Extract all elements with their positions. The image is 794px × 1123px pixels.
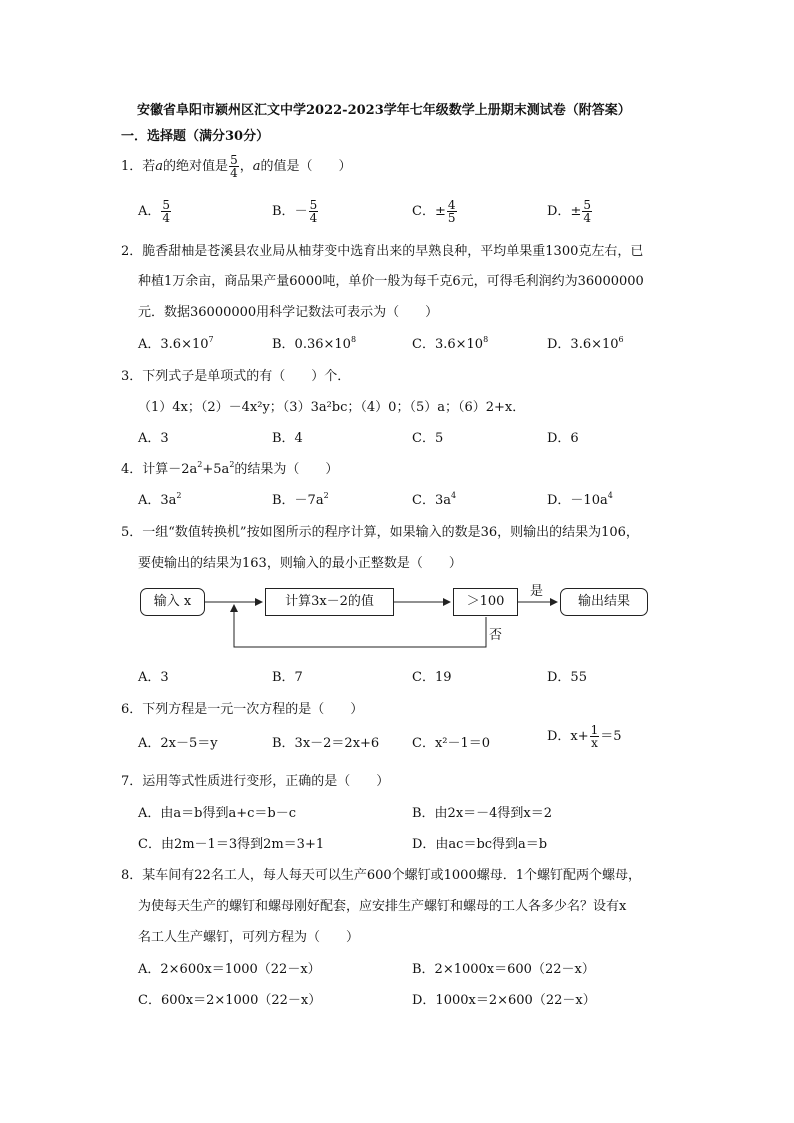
question-5-line-1: 5．一组“数值转换机”按如图所示的程序计算，如果输入的数是36，则输出的结果为106，: [121, 525, 639, 540]
question-1-stem: 1．若a的绝对值是 $\frac{5}{4}$ ，a的值是（ ）: [121, 153, 352, 180]
question-3-stem: 3．下列式子是单项式的有（ ）个．: [121, 369, 351, 384]
question-6-option-b[interactable]: B．3x－2＝2x+6: [272, 736, 380, 751]
question-5-option-c[interactable]: C．19: [412, 670, 452, 685]
question-8-line-3: 名工人生产螺钉，可列方程为（ ）: [138, 930, 360, 945]
question-8-option-d[interactable]: D．1000x＝2×600（22－x）: [412, 993, 596, 1008]
question-4-option-b[interactable]: B．$-7a^2$: [272, 491, 329, 508]
question-6-option-a[interactable]: A．2x－5＝y: [138, 736, 218, 751]
flow-yes-label: 是: [530, 584, 544, 599]
question-6-option-c[interactable]: C．x²－1＝0: [412, 736, 491, 751]
question-2-line-3: 元．数据36000000用科学记数法可表示为（ ）: [138, 305, 439, 320]
question-5-line-2: 要使输出的结果为163，则输入的最小正整数是（ ）: [138, 556, 462, 571]
flow-no-label: 否: [489, 628, 503, 643]
question-2-line-1: 2．脆香甜柚是苍溪县农业局从柚芽变中选育出来的早熟良种，平均单果重1300克左右，已: [121, 244, 644, 259]
question-7-option-b[interactable]: B．由2x＝－4得到x＝2: [412, 806, 553, 821]
question-3-items: （1）4x；（2）－4x²y；（3）3a²bc；（4）0；（5）a；（6）2+x．: [138, 400, 526, 415]
flow-compute-box: 计算3x－2的值: [265, 588, 394, 616]
question-7-option-a[interactable]: A．由a＝b得到a+c＝b－c: [138, 806, 296, 821]
question-5-option-d[interactable]: D．55: [547, 670, 587, 685]
question-5-option-a[interactable]: A．3: [138, 670, 169, 685]
question-3-option-a[interactable]: A．3: [138, 431, 169, 446]
question-4-option-d[interactable]: D．$-10a^4$: [547, 491, 613, 508]
question-7-option-d[interactable]: D．由ac＝bc得到a＝b: [412, 837, 548, 852]
page-title: 安徽省阜阳市颍州区汇文中学2022-2023学年七年级数学上册期末测试卷（附答案）: [137, 103, 631, 118]
question-8-option-b[interactable]: B．2×1000x＝600（22－x）: [412, 962, 595, 977]
question-2-option-d[interactable]: D．$3.6\times 10^6$: [547, 335, 624, 352]
question-3-option-b[interactable]: B．4: [272, 431, 303, 446]
section-heading: 一．选择题（满分30分）: [121, 129, 270, 144]
question-6-option-d[interactable]: D．x+ $\frac{1}{x}$ ＝5: [547, 723, 622, 750]
question-4-option-c[interactable]: C．$3a^4$: [412, 491, 457, 508]
question-3-option-c[interactable]: C．5: [412, 431, 444, 446]
question-4-stem: 4．计算$-2a^2+5a^2$的结果为（ ）: [121, 460, 339, 477]
question-1-option-d[interactable]: D．± $\frac{5}{4}$: [547, 198, 591, 225]
question-2-line-2: 种植1万余亩，商品果产量6000吨，单价一般为每千克6元，可得毛利润约为36000000: [138, 274, 644, 289]
flow-input-box: 输入 x: [140, 588, 205, 616]
question-1-option-b[interactable]: B．－ $\frac{5}{4}$: [272, 198, 318, 225]
question-2-option-b[interactable]: B．$0.36\times 10^8$: [272, 335, 357, 352]
fraction: $\frac{5}{4}$: [230, 153, 238, 180]
question-2-option-c[interactable]: C．$3.6\times 10^8$: [412, 335, 489, 352]
question-5-option-b[interactable]: B．7: [272, 670, 303, 685]
question-8-option-c[interactable]: C．600x＝2×1000（22－x）: [138, 993, 322, 1008]
question-2-option-a[interactable]: A．$3.6\times 10^7$: [138, 335, 214, 352]
question-8-line-2: 为使每天生产的螺钉和螺母刚好配套，应安排生产螺钉和螺母的工人各多少名？设有x: [138, 899, 627, 914]
question-1-option-c[interactable]: C．± $\frac{4}{5}$: [412, 198, 456, 225]
question-7-stem: 7．运用等式性质进行变形，正确的是（ ）: [121, 774, 390, 789]
question-1-option-a[interactable]: A． $\frac{5}{4}$: [138, 198, 171, 225]
question-8-line-1: 8．某车间有22名工人，每人每天可以生产600个螺钉或1000螺母．1个螺钉配两个螺母，: [121, 868, 641, 883]
question-8-option-a[interactable]: A．2×600x＝1000（22－x）: [138, 962, 321, 977]
question-3-option-d[interactable]: D．6: [547, 431, 579, 446]
question-7-option-c[interactable]: C．由2m－1＝3得到2m＝3+1: [138, 837, 325, 852]
question-4-option-a[interactable]: A．$3a^2$: [138, 491, 182, 508]
flow-compare-box: ＞100: [453, 588, 518, 616]
flow-output-box: 输出结果: [560, 588, 648, 616]
question-6-stem: 6．下列方程是一元一次方程的是（ ）: [121, 702, 364, 717]
